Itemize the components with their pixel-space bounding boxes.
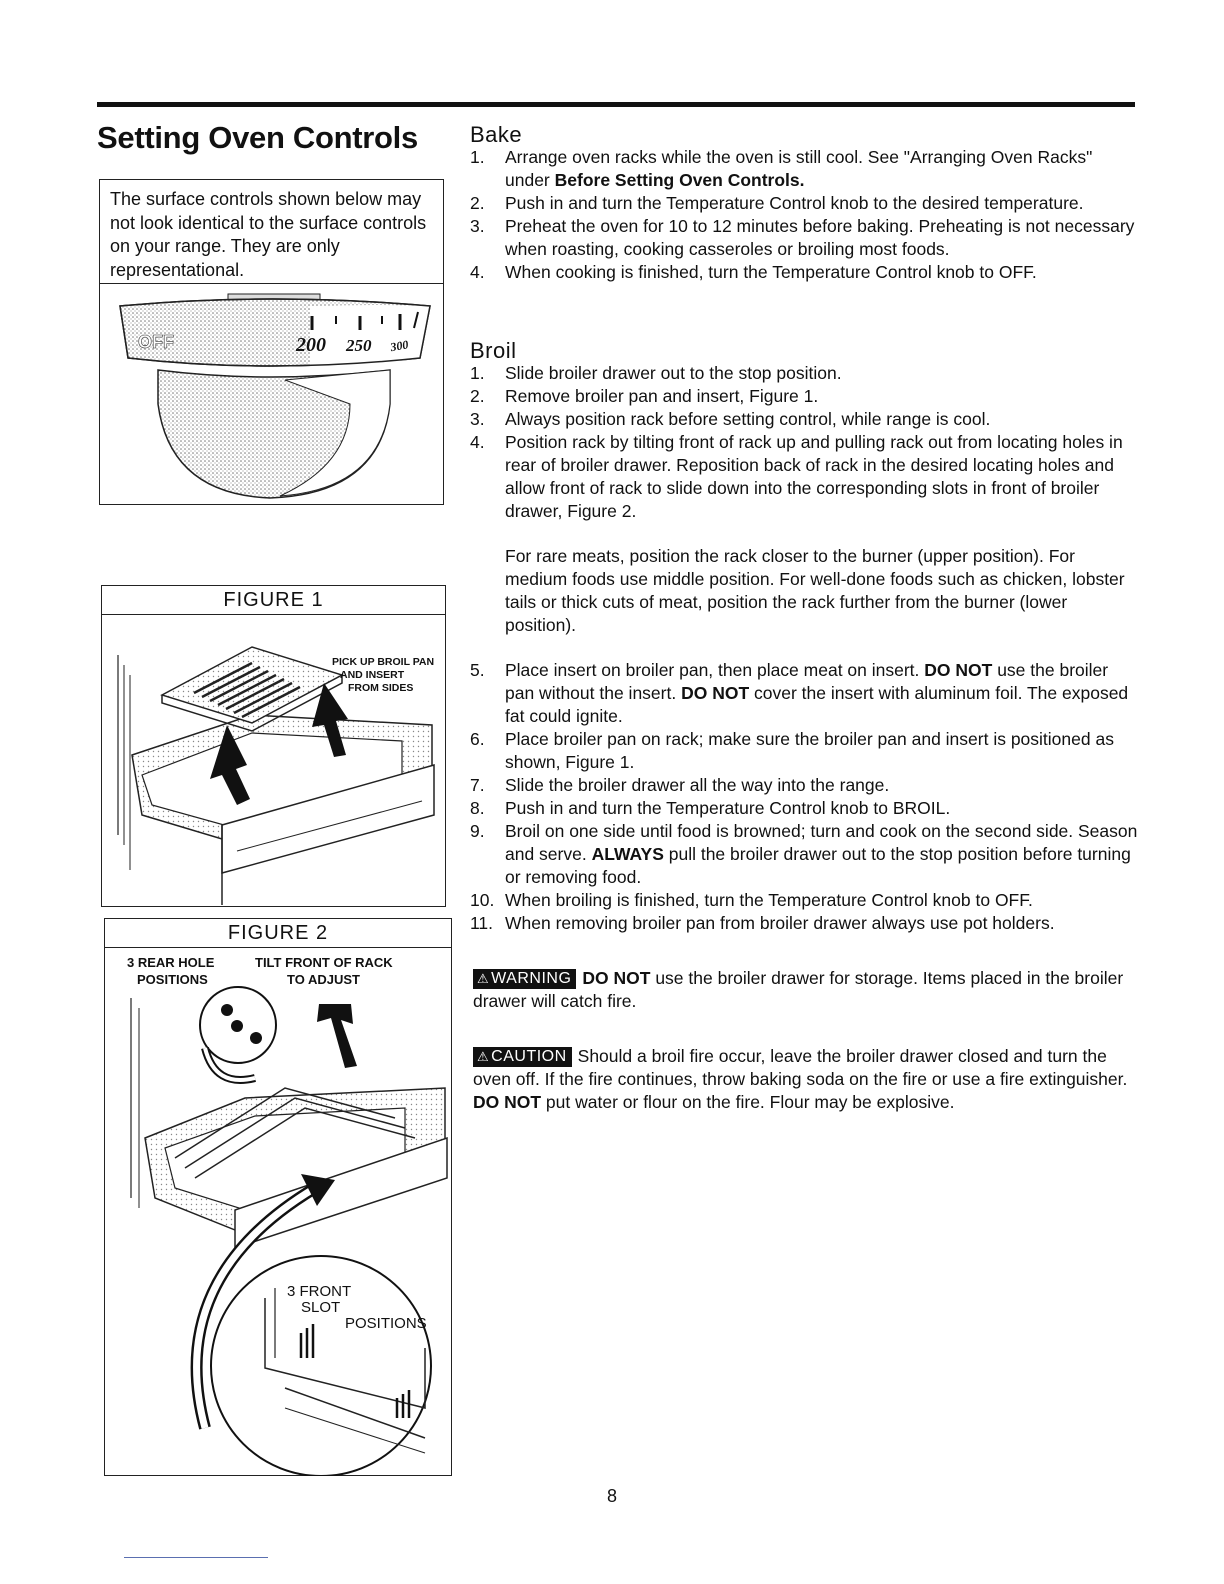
list-item: 4. When cooking is finished, turn the Temperature Control knob to OFF. xyxy=(470,262,1037,282)
broil-section xyxy=(470,339,1140,935)
list-item: 3. Preheat the oven for 10 to 12 minutes before baking. Preheating is not necessary when roasting, cooking casseroles or broiling most foods. xyxy=(470,216,1135,259)
figure-2-rear-line2: POSITIONS xyxy=(137,972,208,987)
figure-2-caption: FIGURE 2 xyxy=(105,919,451,948)
figure-2-front-line2: SLOT xyxy=(301,1299,341,1316)
list-item: 7. Slide the broiler drawer all the way into the range. xyxy=(470,775,890,795)
broil-step-5-c: use the broiler pan without the insert. xyxy=(505,660,1109,703)
list-item: 10. When broiling is finished, turn the Temperature Control knob to OFF. xyxy=(470,890,1033,910)
knob-label-250: 250 xyxy=(346,336,372,355)
bake-step-1-text: Arrange oven racks while the oven is still cool. See "Arranging Oven Racks" under xyxy=(505,147,1093,190)
broil-step-6: Place broiler pan on rack; make sure the broiler pan and insert is positioned as shown, Figure 1. xyxy=(505,729,1114,772)
list-item: 6. Place broiler pan on rack; make sure the broiler pan and insert is positioned as shown, Figure 1. xyxy=(470,729,1114,772)
broil-step-4: Position rack by tilting front of rack up and pulling rack out from locating holes in rear of broiler drawer. Reposition back of rack in the desired locating holes and allow front of rack to slide down into the corresponding slots in front of broiler drawer, Figure 2. xyxy=(505,432,1123,521)
caution-bold: DO NOT xyxy=(473,1092,542,1112)
bake-step-4: When cooking is finished, turn the Temperature Control knob to OFF. xyxy=(505,262,1037,282)
broil-step-8: Push in and turn the Temperature Control knob to BROIL. xyxy=(505,798,951,818)
broil-heading: Broil xyxy=(470,338,517,363)
temperature-knob-illustration xyxy=(100,284,442,504)
warning-notice xyxy=(473,967,1138,1013)
list-item: 4. Position rack by tilting front of rack up and pulling rack out from locating holes in rear of broiler drawer. Reposition back of rack in the desired locating holes and allow front of rack to slide down into the corresponding slots in front of broiler drawer, Figure 2. xyxy=(470,432,1123,521)
broil-steps-part2 xyxy=(470,659,1140,935)
warning-badge-label: WARNING xyxy=(491,970,572,987)
broil-step-5-e: cover the insert with aluminum foil. The exposed fat could ignite. xyxy=(505,683,1129,726)
bake-steps xyxy=(470,146,1140,284)
note-text: The surface controls shown below may not look identical to the surface controls on your range. They are only representational. xyxy=(100,180,443,284)
list-item: 1. Arrange oven racks while the oven is still cool. See "Arranging Oven Racks" under Before Setting Oven Controls. xyxy=(470,147,1093,190)
broil-step-9-a: Broil on one side until food is browned; turn and cook on the second side. Season and serve. xyxy=(505,821,1138,864)
broil-step-1: Slide broiler drawer out to the stop position. xyxy=(505,363,842,383)
figure-1-label-line2: AND INSERT xyxy=(340,669,405,681)
caution-badge-label: CAUTION xyxy=(491,1048,567,1065)
broil-step-9-b: ALWAYS xyxy=(591,844,664,864)
broil-step-11: When removing broiler pan from broiler drawer always use pot holders. xyxy=(505,913,1055,933)
knob-label-300: 300 xyxy=(389,337,410,355)
page-number: 8 xyxy=(606,1486,617,1506)
broil-rack-position-paragraph: For rare meats, position the rack closer to the burner (upper position). For medium foods use middle position. For well-done foods such as chicken, lobster tails or thick cuts of meat, position the rack further from the burner (lower position). xyxy=(505,546,1125,635)
list-item: 1. Slide broiler drawer out to the stop position. xyxy=(470,363,842,383)
bake-section xyxy=(470,123,1140,284)
broil-step-5-b: DO NOT xyxy=(924,660,993,680)
page-title: Setting Oven Controls xyxy=(97,120,418,155)
broil-steps-part1 xyxy=(470,362,1140,523)
figure-1-label-line3: FROM SIDES xyxy=(348,682,414,694)
caution-text-a: Should a broil fire occur, leave the broiler drawer closed and turn the oven off. If the fire continues, throw baking soda on the fire or use a fire extinguisher. xyxy=(473,1046,1128,1089)
bottom-line xyxy=(124,1557,268,1558)
figure-2-rear-line1: 3 REAR HOLE xyxy=(127,955,215,970)
figure-2-front-line1: 3 FRONT xyxy=(287,1283,352,1300)
list-item: 9. Broil on one side until food is browned; turn and cook on the second side. Season and serve. ALWAYS pull the broiler drawer out to the stop position before turning or removing food. xyxy=(470,821,1138,887)
broiler-pan-illustration xyxy=(102,615,444,907)
warning-triangle-icon: ⚠ xyxy=(477,971,490,986)
surface-controls-note-box xyxy=(99,179,444,505)
broil-step-5-a: Place insert on broiler pan, then place meat on insert. xyxy=(505,660,925,680)
rack-positions-illustration xyxy=(105,948,450,1476)
top-rule xyxy=(97,102,1135,107)
caution-triangle-icon: ⚠ xyxy=(477,1049,490,1064)
caution-badge xyxy=(473,1047,572,1067)
knob-label-200: 200 xyxy=(296,334,326,356)
list-item: 8. Push in and turn the Temperature Control knob to BROIL. xyxy=(470,798,951,818)
broil-step-7: Slide the broiler drawer all the way into the range. xyxy=(505,775,890,795)
figure-1 xyxy=(101,585,446,907)
bake-step-1-bold: Before Setting Oven Controls. xyxy=(554,170,805,190)
list-item: 2. Push in and turn the Temperature Control knob to the desired temperature. xyxy=(470,193,1084,213)
caution-text-b: put water or flour on the fire. Flour may be explosive. xyxy=(541,1092,955,1112)
list-item: 11. When removing broiler pan from broiler drawer always use pot holders. xyxy=(470,913,1055,933)
list-item: 2. Remove broiler pan and insert, Figure 1. xyxy=(470,386,819,406)
warning-bold: DO NOT xyxy=(582,968,651,988)
broil-step-3: Always position rack before setting control, while range is cool. xyxy=(505,409,991,429)
broil-step-2: Remove broiler pan and insert, Figure 1. xyxy=(505,386,819,406)
list-item: 5. Place insert on broiler pan, then place meat on insert. DO NOT use the broiler pan without the insert. DO NOT cover the insert with aluminum foil. The exposed fat could ignite. xyxy=(470,660,1129,726)
bake-heading: Bake xyxy=(470,122,523,147)
warning-text: use the broiler drawer for storage. Items placed in the broiler drawer will catch fire. xyxy=(473,968,1124,1011)
bake-step-3: Preheat the oven for 10 to 12 minutes before baking. Preheating is not necessary when roasting, cooking casseroles or broiling most foods. xyxy=(505,216,1135,259)
warning-badge xyxy=(473,969,576,989)
figure-2-front-line3: POSITIONS xyxy=(345,1315,427,1332)
figure-2-tilt-line1: TILT FRONT OF RACK xyxy=(255,955,393,970)
figure-2 xyxy=(104,918,452,1476)
knob-label-off: OFF xyxy=(138,332,174,352)
broil-step-5-d: DO NOT xyxy=(681,683,750,703)
list-item: 3. Always position rack before setting control, while range is cool. xyxy=(470,409,991,429)
broil-step-10: When broiling is finished, turn the Temperature Control knob to OFF. xyxy=(505,890,1033,910)
bake-step-2: Push in and turn the Temperature Control knob to the desired temperature. xyxy=(505,193,1084,213)
figure-1-caption: FIGURE 1 xyxy=(102,586,445,615)
figure-2-tilt-line2: TO ADJUST xyxy=(287,972,360,987)
broil-step-9-c: pull the broiler drawer out to the stop position before turning or removing food. xyxy=(505,844,1131,887)
caution-notice xyxy=(473,1045,1138,1114)
figure-1-label-line1: PICK UP BROIL PAN xyxy=(332,656,435,668)
